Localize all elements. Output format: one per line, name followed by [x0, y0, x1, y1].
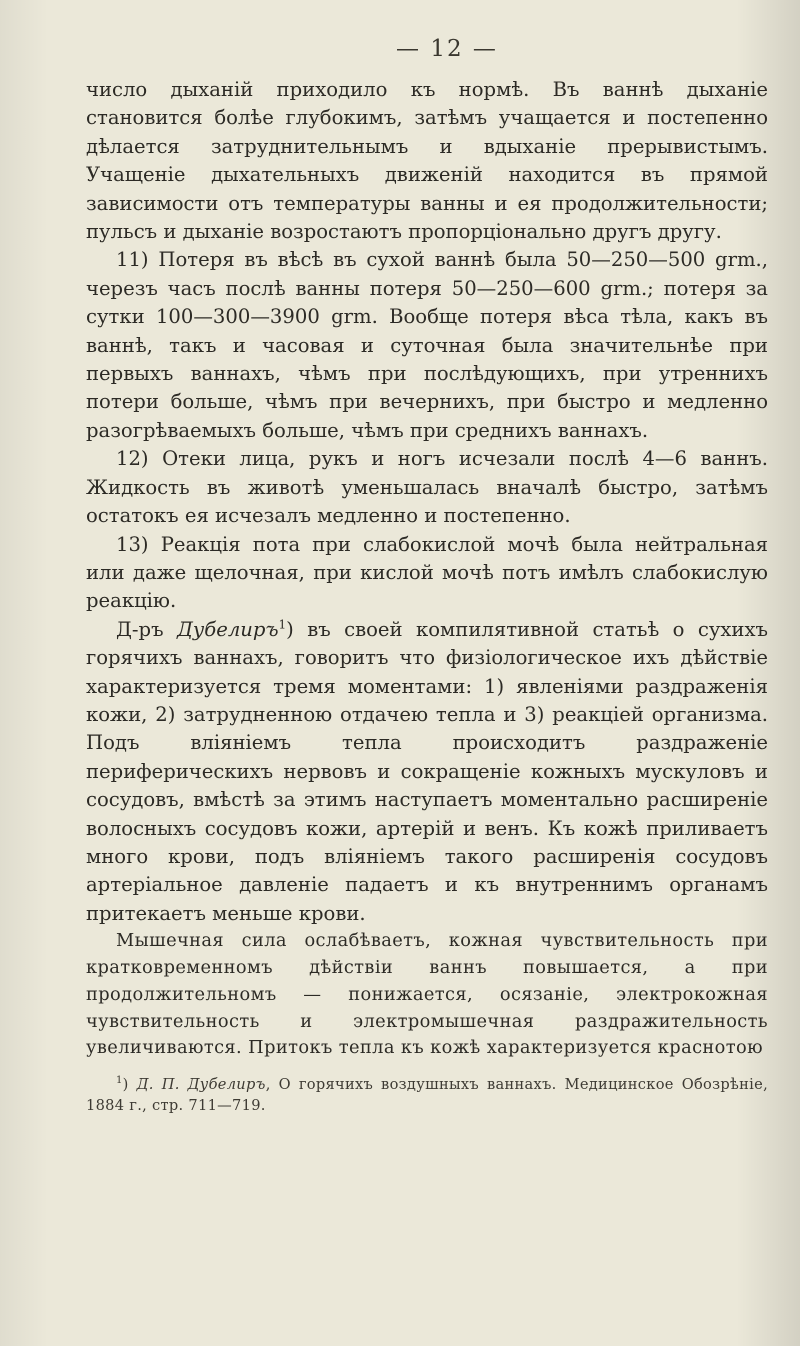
footnote-mark: 1	[116, 1075, 123, 1087]
body-text	[86, 76, 768, 1062]
paragraph-dubelir-intro: Д-ръ	[116, 617, 177, 641]
paragraph-edema: 12) Отеки лица, рукъ и ногъ исчезали послѣ 4—6 ваннъ. Жидкость въ животѣ уменьшалась вначалѣ быстро, затѣмъ остатокъ ея исчезалъ медленно и постепенно.	[86, 447, 768, 528]
paragraph-breathing: число дыханій приходило къ нормѣ. Въ ваннѣ дыханіе становится болѣе глубокимъ, затѣмъ учащается и постепенно дѣлается затруднительнымъ и вдыханіе прерывистымъ. Учащеніе дыхательныхъ движеній находится въ прямой зависимости отъ температуры ванны и ея продолжительности; пульсъ и дыханіе возростаютъ пропорціонально другъ другу.	[86, 78, 768, 244]
footnote-author: Д. П. Дубелиръ	[136, 1076, 266, 1094]
paragraph-sweat-reaction: 13) Реакція пота при слабокислой мочѣ была нейтральная или даже щелочная, при кислой мочѣ потъ имѣлъ слабокислую реакцію.	[86, 532, 768, 613]
paragraph-dubelir	[86, 616, 768, 928]
footnote-text: , О горячихъ воздушныхъ ваннахъ. Медицинское Обозрѣніе, 1884 г., стр. 711—719.	[86, 1076, 769, 1115]
paragraph-muscle-strength: Мышечная сила ослабѣваетъ, кожная чувствительность при кратковременномъ дѣйствіи ваннъ повышается, а при продолжительномъ — понижается, осязаніе, электрокожная чувствительность и электромышечная раздражительность увеличиваются. Притокъ тепла къ кожѣ характеризуется краснотою	[86, 930, 768, 1059]
page-number: — 12 —	[396, 36, 498, 62]
paragraph-weight-loss: 11) Потеря въ вѣсѣ въ сухой ваннѣ была 50—250—500 grm., черезъ часъ послѣ ванны потеря 50—250—600 grm.; потеря за сутки 100—300—3900 grm. Вообще потеря вѣса тѣла, какъ въ ваннѣ, такъ и часовая и суточная была значительнѣе при первыхъ ваннахъ, чѣмъ при послѣдующихъ, при утреннихъ потери больше, чѣмъ при вечернихъ, при быстро и медленно разогрѣваемыхъ больше, чѣмъ при среднихъ ваннахъ.	[86, 248, 768, 442]
footnote: $^1$) Д. П. Дубелиръ, О горячихъ воздушныхъ ваннахъ. Медицинское Обозрѣніе, 1884 г., стр. 711—719.	[86, 1075, 769, 1115]
paragraph-dubelir-body: ) въ своей компилятивной статьѣ о сухихъ горячихъ ваннахъ, говоритъ что физіологическое ихъ дѣйствіе характеризуется тремя моментами: 1) явленіями раздраженія кожи, 2) затрудненною отдачею тепла и 3) реакціей организма. Подъ вліяніемъ тепла происходитъ раздраженіе периферическихъ нервовъ и сокращеніе кожныхъ мускуловъ и сосудовъ, вмѣстѣ за этимъ наступаетъ моментально расширеніе волосныхъ сосудовъ кожи, артерій и венъ. Къ кожѣ приливаетъ много крови, подъ вліяніемъ такого расширенія сосудовъ артеріальное давленіе падаетъ и къ внутреннимъ органамъ притекаетъ меньше крови.	[86, 617, 768, 925]
author-name: Дубелиръ	[176, 617, 279, 641]
footnote-reference: 1	[278, 617, 287, 632]
